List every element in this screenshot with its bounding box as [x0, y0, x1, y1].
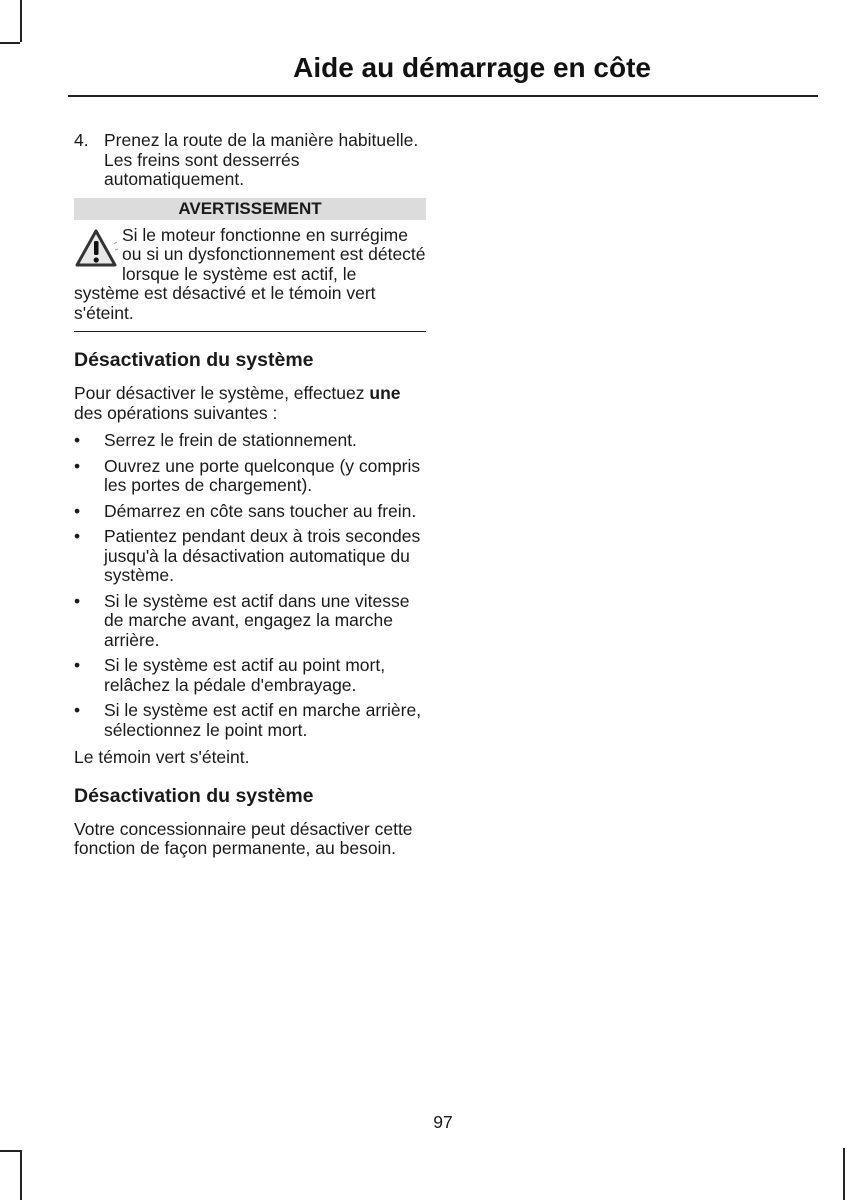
section-heading: Désactivation du système: [74, 349, 314, 371]
list-item-text: Patientez pendant deux à trois secondes jusqu'à la désactivation automatique du système.: [104, 526, 421, 585]
bullet-icon: •: [74, 526, 81, 546]
list-item-text: Si le système est actif dans une vitesse de marche avant, engagez la marche arrière.: [104, 590, 410, 650]
section-intro: [74, 384, 426, 423]
bullet-icon: •: [74, 700, 81, 720]
intro-text: des opérations suivantes :: [74, 402, 278, 423]
crop-mark: [0, 42, 20, 44]
warning-box: [74, 226, 426, 333]
intro-emphasis: une: [369, 383, 401, 403]
list-item-text: Démarrez en côte sans toucher au frein.: [104, 500, 417, 521]
list-item-text: Si le système est actif en marche arrière, sélectionnez le point mort.: [104, 700, 422, 740]
section-heading: Désactivation du système: [74, 784, 314, 807]
header-divider: [68, 95, 818, 97]
section-closing: Le témoin vert s'éteint.: [74, 747, 250, 767]
crop-mark: [0, 1150, 20, 1152]
bullet-icon: •: [74, 455, 81, 476]
crop-mark: [20, 1150, 22, 1200]
list-item-text: Ouvrez une porte quelconque (y compris les portes de chargement).: [104, 455, 421, 495]
bullet-icon: •: [74, 500, 81, 521]
list-item: [74, 431, 426, 451]
list-item-text: Serrez le frein de stationnement.: [104, 430, 357, 450]
warning-text: Si le moteur fonctionne en surrégime ou si un dysfonctionnement est détecté lorsque le système est actif, le système est désactivé et le témoin vert s'éteint.: [74, 224, 426, 323]
bullet-icon: •: [74, 430, 81, 450]
list-item: [74, 701, 426, 740]
bullet-icon: •: [74, 590, 81, 611]
page-title: Aide au démarrage en côte: [293, 52, 651, 83]
step-text: Prenez la route de la manière habituelle. Les freins sont desserrés automatiquement.: [104, 130, 419, 189]
crop-mark: [20, 0, 22, 42]
list-item: [74, 527, 426, 586]
step-number: 4.: [74, 130, 89, 150]
list-item: [74, 592, 426, 651]
list-item-text: Si le système est actif au point mort, relâchez la pédale d'embrayage.: [104, 655, 386, 695]
section-text: Votre concessionnaire peut désactiver cette fonction de façon permanente, au besoin.: [74, 818, 413, 858]
list-item: [74, 457, 426, 496]
list-item: [74, 502, 426, 522]
list-item: [74, 656, 426, 695]
warning-title: AVERTISSEMENT: [74, 198, 426, 220]
warning-triangle-icon: [74, 228, 118, 270]
step-item: [74, 131, 426, 190]
page-number: 97: [433, 1112, 453, 1132]
crop-mark: [843, 1148, 845, 1200]
content-column: [74, 131, 426, 867]
bullet-list: [74, 431, 426, 740]
intro-text: Pour désactiver le système, effectuez: [74, 383, 370, 403]
bullet-icon: •: [74, 655, 81, 675]
